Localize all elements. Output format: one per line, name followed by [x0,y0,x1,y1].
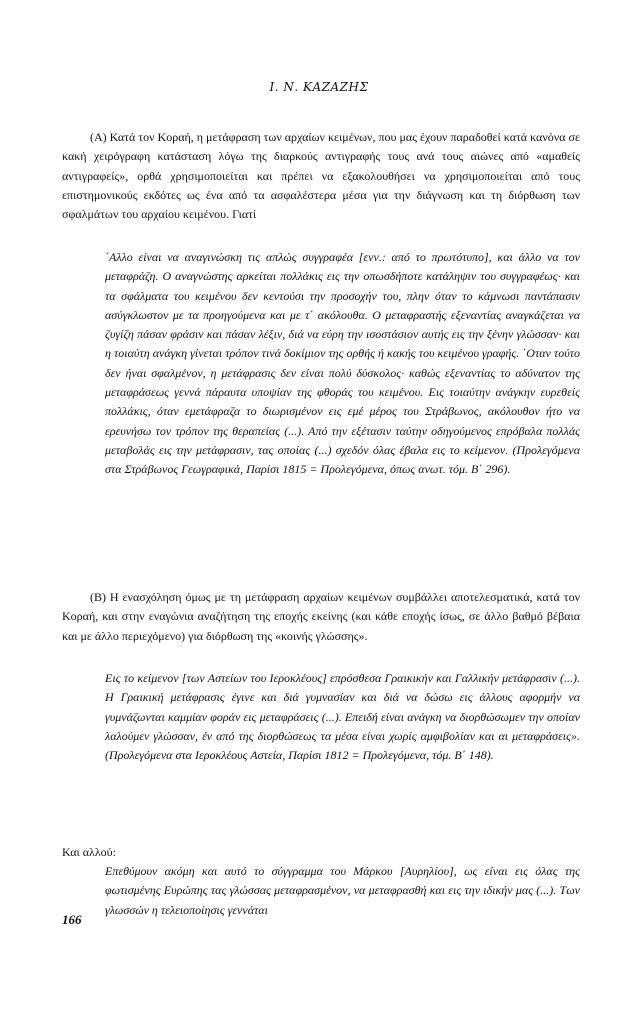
paragraph-b: (Β) Η ενασχόληση όμως με τη μετάφραση αρχαίων κειμένων συμβάλλει αποτελεσματικά, κατά τον Κοραή, και στην εναγώνια αναζήτηση της εποχής εκείνης (και κάθε εποχής ίσως, σε άλλο βαθμό βέβαια και με άλλο περιεχόμενο) για διόρθωση της «κοινής γλώσσης». [62,590,580,643]
paragraph-a: (Α) Κατά τον Κοραή, η μετάφραση των αρχαίων κειμένων, που μας έχουν παραδοθεί κατά κανόνα σε κακή χειρόγραφη κατάσταση λόγω της διαρκούς αντιγραφής τους ανά τους αιώνες από «αμαθείς αντιγραφείς», ορθά χρησιμοποιείται και πρέπει να εξακολουθήσει να χρησιμοποιείται από τους επιστημονικούς εκδότες ως ένα από τα ασφαλέστερα μέσα για την διάγνωση και τη διόρθωση των σφαλμάτων του αρχαίου κειμένου. Γιατί [62,130,580,222]
page-number: 166 [62,912,82,927]
running-head: Ι. Ν. ΚΑΖΑΖΗΣ [269,80,369,94]
block-quote-b: Εις το κείμενον [των Αστείων του Ιεροκλέους] επρόσθεσα Γραικικήν και Γαλλικήν μετάφρασιν (...). Η Γραικική μετάφρασις έγινε και διά γυμνασίαν και διά να δώσω εις άλλους αφορμήν να γυμνάζωνται καμμίαν φοράν εις μεταφράσεις (...). Επειδή είναι ανάγκη να διορθώσωμεν την οποίαν λαλούμεν γλώσσαν, έν από της διορθώσεως τα μέσα είναι χωρίς αμφιβολίαν και αι μεταφράσεις». (Προλεγόμενα στα Ιεροκλέους Αστεία, Παρίσι 1812 = Προλεγόμενα, τόμ. Β΄ 148). [105,671,580,763]
block-quote-a: ΄Αλλο είναι να αναγινώσκη τις απλώς συγγραφέα [ενν.: από το πρωτότυπο], και άλλο να τον μεταφράζη. Ο αναγνώστης αρκείται πολλάκις εις την οπωσδήποτε κατάληψιν του συγγραφέως· και τα σφάλματα του κειμένου δεν κεντούσι την προσοχήν του, πλην όταν το κάμνωσι παντάπασιν ασύγκλωστον με τα προηγούμενα και με τ΄ ακόλουθα. Ο μεταφραστής εξεναντίας αναγκάζεται να ζυγίζη πάσαν φράσιν και πάσαν λέξιν, διά να εύρη την ισοστάσιον αυτής εις την ξένην γλώσσαν· και η τοιαύτη ανάγκη γίνεται τρόπον τινά δοκίμιον της ορθής ή κακής του κειμένου γραφής. ΄Οταν τούτο δεν ήναι σφαλμένον, η μετάφρασις δεν είναι πολύ δύσκολος· καθώς εξεναντίας το αδύνατον της μεταφράσεως γεννά πάραυτα υποψίαν της φθοράς του κειμένου. Εις τοιαύτην ανάγκην ευρεθείς πολλάκις, όταν εμετάφραζα το διωρισμένον εις εμέ μέρος του Στράβωνος, ακόλουθον ήτο να ερευνήσω τον τρόπον της θεραπείας (...). Από την εξέτασιν ταύτην οδηγούμενος επρόβαλα πολλάς μεταβολάς εις την μετάφρασιν, τας οποίας (...) σχεδόν όλας έβαλα εις το κείμενον. (Προλεγόμενα στα Στράβωνος Γεωγραφικά, Παρίσι 1815 = Προλεγόμενα, όπως ανωτ. τόμ. Β΄ 296). [105,250,580,477]
also-elsewhere-label: Και αλλού: [62,845,116,859]
block-quote-c: Επεθύμουν ακόμη και αυτό το σύγγραμμα του Μάρκου [Αυρηλίου], ως είναι εις όλας της φωτισμένης Ευρώπης τας γλώσσας μεταφρασμένον, να μεταφρασθή και εις την ιδικήν μας (...). Των γλωσσών η τελειοποίησις γεννάται [105,864,580,917]
